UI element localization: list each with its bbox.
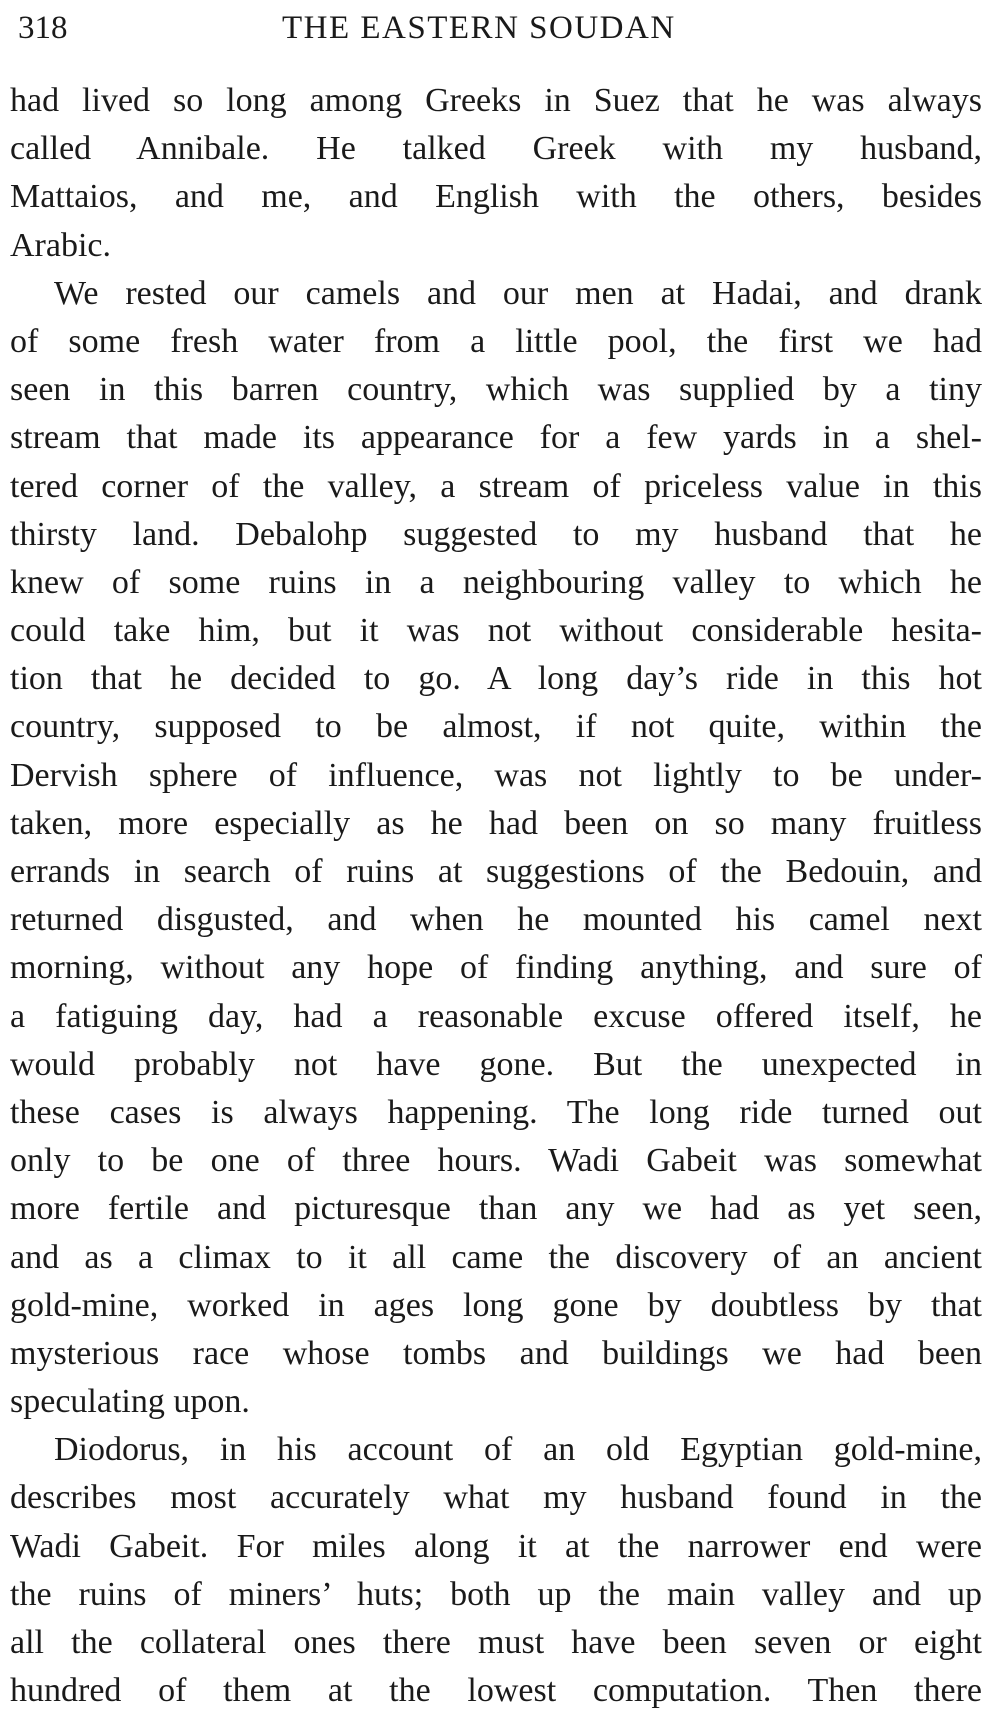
text-line: more fertile and picturesque than any we had as yet seen, [10, 1190, 982, 1228]
text-line: tered corner of the valley, a stream of priceless value in this [10, 467, 982, 505]
text-line: Dervish sphere of influence, was not lightly to be under- [10, 756, 982, 794]
text-line: of some fresh water from a little pool, the first we had [10, 322, 982, 360]
text-line: called Annibale. He talked Greek with my husband, [10, 130, 982, 168]
text-line: tion that he decided to go. A long day’s ride in this hot [10, 660, 982, 698]
text-line: gold-mine, worked in ages long gone by doubtless by that [10, 1286, 982, 1324]
text-line: Wadi Gabeit. For miles along it at the narrower end were [10, 1527, 982, 1565]
text-line: Arabic. [10, 226, 112, 264]
text-line: morning, without any hope of finding anything, and sure of [10, 949, 982, 987]
text-line: hundred of them at the lowest computation. Then there [10, 1672, 982, 1710]
text-line: mysterious race whose tombs and buildings we had been [10, 1334, 982, 1372]
running-head [18, 4, 978, 52]
paragraph-2 [10, 270, 982, 1427]
text-line: a fatiguing day, had a reasonable excuse offered itself, he [10, 997, 982, 1035]
text-line: the ruins of miners’ huts; both up the main valley and up [10, 1575, 982, 1613]
text-line: speculating upon. [10, 1383, 250, 1421]
text-line: thirsty land. Debalohp suggested to my husband that he [10, 515, 982, 553]
text-line: only to be one of three hours. Wadi Gabeit was somewhat [10, 1142, 982, 1180]
text-line: could take him, but it was not without considerable hesita- [10, 612, 982, 650]
text-line: seen in this barren country, which was supplied by a tiny [10, 371, 982, 409]
text-line: returned disgusted, and when he mounted his camel next [10, 901, 982, 939]
text-line: would probably not have gone. But the unexpected in [10, 1045, 982, 1083]
body-text [10, 77, 982, 1715]
text-line: Diodorus, in his account of an old Egyptian gold-mine, [54, 1431, 982, 1469]
text-line: taken, more especially as he had been on so many fruitless [10, 804, 982, 842]
text-line: had lived so long among Greeks in Suez that he was always [10, 82, 982, 119]
page-number: 318 [18, 10, 68, 46]
text-line: and as a climax to it all came the discovery of an ancient [10, 1238, 982, 1276]
text-line: knew of some ruins in a neighbouring valley to which he [10, 563, 982, 601]
text-line: all the collateral ones there must have been seven or eight [10, 1624, 982, 1661]
text-line: describes most accurately what my husband found in the [10, 1479, 982, 1517]
text-line: Mattaios, and me, and English with the others, besides [10, 178, 982, 216]
paragraph-3 [10, 1426, 982, 1715]
text-line: these cases is always happening. The long ride turned out [10, 1093, 982, 1131]
text-line: country, supposed to be almost, if not quite, within the [10, 708, 982, 746]
book-title: THE EASTERN SOUDAN [282, 10, 676, 46]
text-line: errands in search of ruins at suggestions of the Bedouin, and [10, 853, 982, 890]
text-line: We rested our camels and our men at Hadai, and drank [54, 274, 982, 312]
paragraph-1 [10, 77, 982, 270]
text-line: stream that made its appearance for a few yards in a shel- [10, 419, 982, 457]
